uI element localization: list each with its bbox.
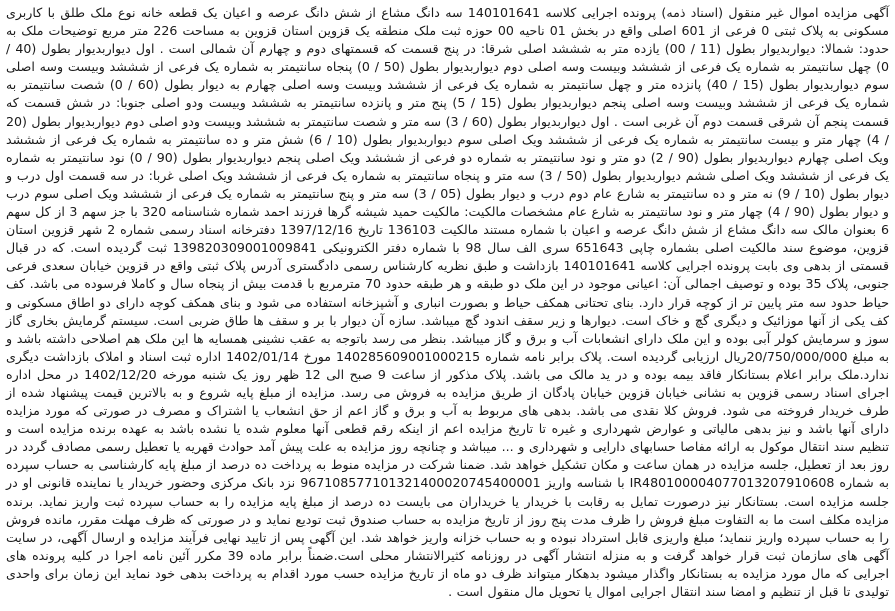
auction-notice-text: آگهی مزایده اموال غیر منقول (اسناد ذمه) پرونده اجرایی کلاسه 140101641 سه دانگ مشاع از شش دانگ عرصه و اعیان یک قطعه خانه نوع ملک طلق با کاربری مسکونی به پلاک ثبتی 0 فرعی از 601 اصلی واقع در بخش 01 ناحیه 00 حوزه ثبت ملک منطقه یک قزوین استان قزوین به مساحت 226 متر مربع توضیحات ملک به حدود: شمالا: دیواربدیوار بطول (11 / 00) یازده متر به شششد اصلی شرقا: در پنج قسمت که قسمتهای دوم و چهارم آن شمالی است . اول دیواربدیوار بطول (40 / 0) چهل سانتیمتر به شماره یک فرعی از شششد وبیست وسه اصلی دوم دیواربدیوار بطول (50 / 0) پنجاه سانتیمتر به شماره یک فرعی از شششد وبیست وسه اصلی سوم دیواربدیوار بطول (15 / 40) پانزده متر و چهل سانتیمتر به شماره یک فرعی از شششد وبیست وسه اصلی چهارم به دیوار بطول (60 / 0) شصت سانتیمتر به شماره یک فرعی از شششد وبیست وسه اصلی پنجم دیواربدیوار بطول (15 / 5) پنج متر و پانزده سانتیمتر به شششد وبیست ودو اصلی جنوبا: در شش قسمت که قسمت پنجم آن شرقی قسمت دوم آن غربی است . اول دیواربدیوار بطول (60 / 3) سه متر و شصت سانتیمتر به شششد وبیست ودو اصلی دوم دیواربدیوار بطول (20 / 4) چهار متر و بیست سانتیمتر به شماره یک فرعی از شششد ویک اصلی سوم دیواربدیوار بطول (10 / 6) شش متر و ده سانتیمتر به شماره یک فرعی از شششد ویک اصلی چهارم دیواربدیوار بطول (90 / 2) دو متر و نود سانتیمتر به شماره دو فرعی از شششد ویک اصلی پنجم دیواربدیوار بطول (90 / 0) نود سانتیمتر به شماره یک فرعی از شششد ویک اصلی ششم دیواربدیوار بطول (50 / 3) سه متر و پنجاه سانتیمتر به شماره یک فرعی از شششد ویک اصلی غربا: در سه قسمت اول درب و دیوار بطول (10 / 9) نه متر و ده سانتیمتر به شارع عام دوم درب و دیوار بطول (05 / 3) سه متر و پنج سانتیمتر به شماره یک فرعی از شششد ویک اصلی سوم درب و دیوار بطول (90 / 4) چهار متر و نود سانتیمتر به شارع عام مشخصات مالکیت: مالکیت حمید شیشه گرها فرزند احمد شماره شناسنامه 320 با جز سهم 3 از کل سهم 6 بعنوان مالک سه دانگ مشاع از شش دانگ عرصه و اعیان با شماره مستند مالکیت 136103 تاریخ 1397/12/16 دفترخانه اسناد رسمی شماره 2 شهر قزوین استان قزوین، موضوع سند مالکیت اصلی بشماره چاپی 651643 سری الف سال 98 با شماره دفتر الکترونیکی 139820309001009841 ثبت گردیده است. که در قبال قسمتی از بدهی وی بابت پرونده اجرایی کلاسه 140101641 بازداشت و طبق نظریه کارشناس رسمی دادگستری آدرس پلاک ثبتی واقع در قزوین خیابان سعدی فرعی جنوبی، پلاک 35 بوده و توصیف اجمالی آن: اعیانی موجود در این ملک دو طبقه و هر طبقه حدود 70 مترمربع با قدمت بیش از پنجاه سال و کاملا فرسوده می باشد. کف حیاط حدود سه متر پایین تر از کوچه قرار دارد. بنای تحتانی همکف حیاط و بصورت انباری و آشپزخانه استفاده می شود و بنای همکف کوچه دارای دو اطاق مسکونی و کف یکی از آنها موزائیک و دیگری گچ و خاک است. دیوارها و زیر سقف اندود گچ میباشد. سازه آن دیوار با بر و سقف ها طاق ضربی است. سیستم گرمایش بخاری گاز سوز و سرمایش کولر آبی بوده و این ملک دارای انشعابات آب و برق و گاز میباشد. بنظر می رسد باتوجه به عقب نشینی همسایه ها این ملک هم اصلاحی داشته باشد و به مبلغ 20/750/000/000ریال ارزیابی گردیده است. پلاک برابر نامه شماره 140285609001000215 مورخ 1402/01/14 اداره ثبت اسناد و املاک بازداشت دیگری ندارد.ملک برابر اعلام بستانکار فاقد بیمه بوده و در ید مالک می باشد. پلاک مذکور از ساعت 9 صبح الی 12 ظهر روز یک شنبه مورخه 1402/12/20 در محل اداره اجرای اسناد رسمی قزوین به نشانی خیابان قزوین خیابان پادگان از طریق مزایده به فروش می رسد. مزایده از مبلغ پایه شروع و به بالاترین قیمت پیشنهاد شده از طرف خریدار فروخته می شود. فروش کلا نقدی می باشد. بدهی های مربوط به آب و برق و گاز اعم از حق انشعاب یا اشتراک و مصرف در صورتی که مورد مزایده دارای آنها باشد و نیز بدهی مالیاتی و عوارض شهرداری و غیره تا تاریخ مزایده اعم از اینکه رقم قطعی آنها معلوم شده یا نشده باشد به عهده برنده مزایده است و تنظیم سند انتقال موکول به ارائه مفاصا حسابهای دارایی و شهرداری و ... میباشد و چنانچه روز مزایده به علت پیش آمد حوادث قهریه یا تعطیل رسمی مصادف گردد در روز بعد از تعطیل، جلسه مزایده در همان ساعت و مکان تشکیل خواهد شد. ضمنا شرکت در مزایده منوط به پرداخت ده درصد از مبلغ پایه کارشناسی به حساب سپرده به شماره IR480100004077013207910608 با شناسه واریز 967108577101321400020745400001 نزد بانک مرکزی وحضور خریدار یا نماینده قانونی او در جلسه مزایده است. بستانکار نیز درصورت تمایل به رقابت با خریدار یا خریداران می بایست ده درصد از مبلغ پایه مزایده را به حساب سپرده ثبت واریز نماید. برنده مزایده مکلف است ما به التفاوت مبلغ فروش را ظرف مدت پنج روز از تاریخ مزایده به حساب صندوق ثبت تودیع نماید و در صورتی که ظرف مهلت مقرر، مانده فروش را به حساب سپرده واریز ننماید؛ مبلغ واریزی قابل استرداد نبوده و به حساب خزانه واریز خواهد شد. این آگهی پس از تایید نهایی فرآیند مزایده و ارسال آگهی، در سایت آگهی های سازمان ثبت قرار خواهد گرفت و به منزله انتشار آگهی در روزنامه کثیرالانتشار محلی است.ضمناً برابر ماده 39 مکرر آئین نامه اجرا در کلیه پرونده های اجرایی که مال مورد مزایده به بستانکار واگذار میشود بدهکار میتواند ظرف دو ماه از تاریخ مزایده حسب مورد اقدام به پرداخت بدهی خود نماید این زمان برای واحدی تولیدی تا قبل از تنظیم و امضا سند انتقال اجرایی اموال یا تحویل مال منقول است . — [5, 5, 890, 599]
